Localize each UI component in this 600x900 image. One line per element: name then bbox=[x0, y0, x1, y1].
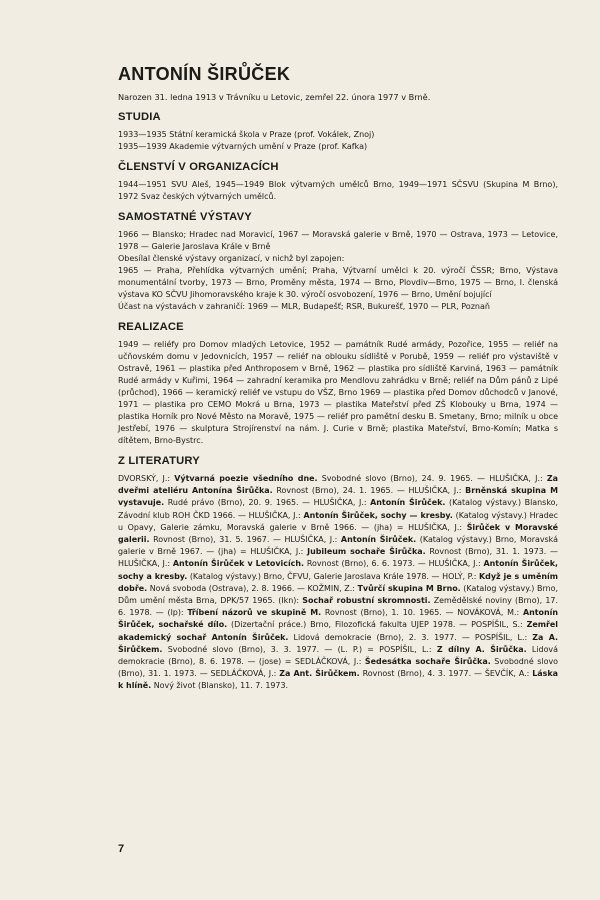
bibliography-title: Láska k hlíně. bbox=[118, 669, 559, 691]
vystavy-group-intro: Obesílal členské výstavy organizací, v nichž byl zapojen: bbox=[118, 254, 345, 263]
bibliography-text-run: (Katalog výstavy.) Brno, Dům umění města Brna, DPK/57 1965. (Ikn): bbox=[118, 583, 558, 606]
bibliography-title: Širůček v Moravské galerii. bbox=[118, 522, 558, 545]
section-heading-literatura: Z LITERATURY bbox=[118, 455, 200, 467]
bibliography-title: Antonín Širůček. bbox=[340, 535, 417, 545]
bibliography-title: Šedesátka sochaře Širůčka. bbox=[364, 657, 491, 667]
section-realizace bbox=[118, 321, 558, 447]
bibliography-text-run: Rudé právo (Brno), 20. 9. 1965. — HLUŠIČKA, J.: bbox=[164, 498, 371, 508]
bibliography-title: Antonín Širůček, sochy a kresby. bbox=[118, 559, 558, 581]
bibliography-text-run: Lidová demokracie (Brno), 8. 6. 1978. — (jose) = SEDLÁČKOVÁ, J.: bbox=[118, 644, 558, 667]
bibliography-text-run: Svobodné slovo (Brno), 3. 3. 1977. — (L. P.) = POSPÍŠIL, L.: bbox=[162, 644, 437, 654]
bibliography-text-run: Svobodné slovo (Brno), 31. 1. 1973. — SEDLÁČKOVÁ, J.: bbox=[118, 657, 558, 679]
bibliography-text-run: Lidová demokracie (Brno), 2. 3. 1977. — POSPÍŠIL, L.: bbox=[288, 632, 533, 642]
bibliography-text-run: (Katalog výstavy.) Brno, Moravská galerie v Brně 1967. — (jha) = HLUŠIČKA, J.: bbox=[118, 535, 558, 557]
artist-name: ANTONÍN ŠIRŮČEK bbox=[118, 64, 291, 84]
bibliography-text-run: Nový život (Blansko), 11. 7. 1973. bbox=[151, 681, 289, 691]
bibliography-text-run: Zemědělské noviny (Brno), 17. 6. 1978. — (lp): bbox=[118, 596, 558, 618]
section-heading-realizace: REALIZACE bbox=[118, 321, 184, 333]
bibliography-title: Antonín Širůček, sochařské dílo. bbox=[118, 608, 559, 630]
bibliography-text-run: Rovnost (Brno), 31. 1. 1973. — HLUŠIČKA, J.: bbox=[118, 547, 558, 569]
bibliography-text-run: Rovnost (Brno), 6. 6. 1973. — HLUŠIČKA, J.: bbox=[304, 559, 484, 569]
bibliography-title: Antonín Širůček. bbox=[370, 498, 446, 508]
studia-line: 1933—1935 Státní keramická škola v Praze (prof. Vokálek, Znoj) bbox=[118, 130, 375, 139]
bibliography-title: Z dílny A. Širůčka. bbox=[436, 644, 527, 654]
bibliography-title: Za dveřmi ateliéru Antonína Širůčka. bbox=[118, 474, 558, 496]
realizace-text: 1949 — reliéfy pro Domov mladých Letovice, 1952 — památník Rudé armády, Pozořice, 1955 — reliéf na učňovském domu v Jedovnicích, 1957 — reliéf na oblouku sídliště v Porubě, 1959 — reliéf pro výstaviště v Ostravě, 1961 — plastika před Anthroposem v Brně, 1962 — plastika pro sídliště Karviná, 1963 — památník Rudé armády v Kuřimi, 1964 — zahradní keramika pro Mendlovu zahrádku v Brně; reliéf na Dům pánů z Lipé (průchod), 1966 — keramický reliéf ve vstupu do VŠZ, Brno 1969 — plastika před Domov důchodců v Janové, 1971 — plastika pro CEMO Mokrá u Brna, 1973 — plastika Mateřství před ZŠ Klobouky u Brna, 1974 — plastika Horník pro Nové Město na Moravě, 1975 — reliéf pro pamětní desku B. Smetany, Brno; milník u obce Jestřebí, 1976 — skulptura Strojírenství na nám. J. Curie v Brně; plastika Mateřství, Brno-Komín; Matka s dítětem, Brno-Bystrc. bbox=[118, 340, 558, 445]
bibliography-title: Za Ant. Širůčkem. bbox=[279, 669, 360, 679]
bibliography-title: Jubileum sochaře Širůčka. bbox=[307, 547, 426, 557]
bibliography-text-run: Rovnost (Brno), 31. 5. 1967. — HLUŠIČKA, J.: bbox=[149, 535, 341, 545]
section-heading-studia: STUDIA bbox=[118, 111, 161, 123]
birth-death-note: Narozen 31. ledna 1913 v Trávníku u Letovic, zemřel 22. února 1977 v Brně. bbox=[118, 92, 431, 102]
page-number: 7 bbox=[118, 843, 125, 855]
clenstvi-text: 1944—1951 SVU Aleš, 1945—1949 Blok výtvarných umělců Brno, 1949—1971 SČSVU (Skupina M Brno), 1972 Svaz českých výtvarných umělců. bbox=[118, 180, 558, 201]
section-studia bbox=[118, 111, 558, 153]
bibliography-text-run: Rovnost (Brno), 1. 10. 1965. — NOVÁKOVÁ, M.: bbox=[321, 608, 523, 618]
bibliography-text-run: (Katalog výstavy.) Hradec u Opavy, Galerie zámku, Moravská galerie v Brně 1966. — (jha) = HLUŠIČKA, J.: bbox=[118, 510, 558, 532]
section-literatura bbox=[118, 455, 558, 693]
bibliography-text-run: Rovnost (Brno), 4. 3. 1977. — ŠEVČÍK, A.: bbox=[359, 669, 533, 679]
bibliography-text-run: (Katalog výstavy.) Brno, ČFVU, Galerie Jaroslava Krále 1978. — HOLÝ, P.: bbox=[187, 571, 480, 581]
page-content bbox=[118, 64, 558, 693]
section-samostatne-vystavy bbox=[118, 211, 558, 313]
bibliography-title: Za A. Širůčkem. bbox=[118, 632, 558, 654]
section-clenstvi bbox=[118, 161, 558, 203]
bibliography-title: Když je s uměním dobře. bbox=[118, 571, 558, 593]
studia-line: 1935—1939 Akademie výtvarných umění v Praze (prof. Kafka) bbox=[118, 142, 368, 151]
bibliography-title: Antonín Širůček, sochy — kresby. bbox=[303, 510, 453, 520]
bibliography-text bbox=[118, 473, 558, 693]
bibliography-text-run: Nová svoboda (Ostrava), 2. 8. 1966. — KOŽMIN, Z.: bbox=[147, 583, 358, 593]
bibliography-title: Sochař robustní skromnosti. bbox=[302, 596, 431, 606]
bibliography-text-run: Rovnost (Brno), 24. 1. 1965. — HLUŠIČKA, J.: bbox=[272, 486, 466, 496]
bibliography-title: Výtvarná poezie všedního dne. bbox=[174, 474, 318, 483]
bibliography-title: Tříbení názorů ve skupině M. bbox=[187, 608, 322, 618]
bibliography-title: Brněnská skupina M vystavuje. bbox=[118, 486, 558, 508]
bibliography-text-run: Svobodné slovo (Brno), 24. 9. 1965. — HLUŠIČKA, J.: bbox=[317, 474, 547, 483]
section-heading-vystavy: SAMOSTATNÉ VÝSTAVY bbox=[118, 211, 252, 223]
bibliography-title: Tvůrčí skupina M Brno. bbox=[357, 583, 461, 593]
vystavy-solo-list: 1966 — Blansko; Hradec nad Moravicí, 1967 — Moravská galerie v Brně, 1970 — Ostrava, 1973 — Letovice, 1978 — Galerie Jaroslava Krále v Brně bbox=[118, 230, 558, 251]
section-heading-clenstvi: ČLENSTVÍ V ORGANIZACÍCH bbox=[118, 161, 279, 173]
vystavy-group-list: 1965 — Praha, Přehlídka výtvarných umění; Praha, Výtvarní umělci k 20. výročí ČSSR; Brno, Výstava monumentální tvorby, 1973 — Brno, Proměny města, 1974 — Brno, Plovdiv—Brno, 1975 — Brno, I. členská výstava KO SČVU Jihomoravského kraje k 30. výročí osvobození, 1976 — Brno, Umění bojující bbox=[118, 266, 558, 299]
bibliography-text-run: DVORSKÝ, J.: bbox=[118, 474, 175, 483]
bibliography-title: Antonín Širůček v Letovicích. bbox=[172, 559, 305, 569]
bibliography-text-run: (Dizertační práce.) Brno, Filozofická fakulta UJEP 1978. — POSPÍŠIL, S.: bbox=[227, 620, 527, 630]
vystavy-abroad: Účast na výstavách v zahraničí: 1969 — MLR, Budapešť; RSR, Bukurešť, 1970 — PLR, Poznaň bbox=[118, 302, 490, 311]
bibliography-title: Zemřel akademický sochař Antonín Širůček. bbox=[118, 620, 558, 642]
bibliography-text-run: (Katalog výstavy.) Blansko, Závodní klub ROH ČKD 1966. — HLUŠIČKA, J.: bbox=[118, 498, 559, 520]
